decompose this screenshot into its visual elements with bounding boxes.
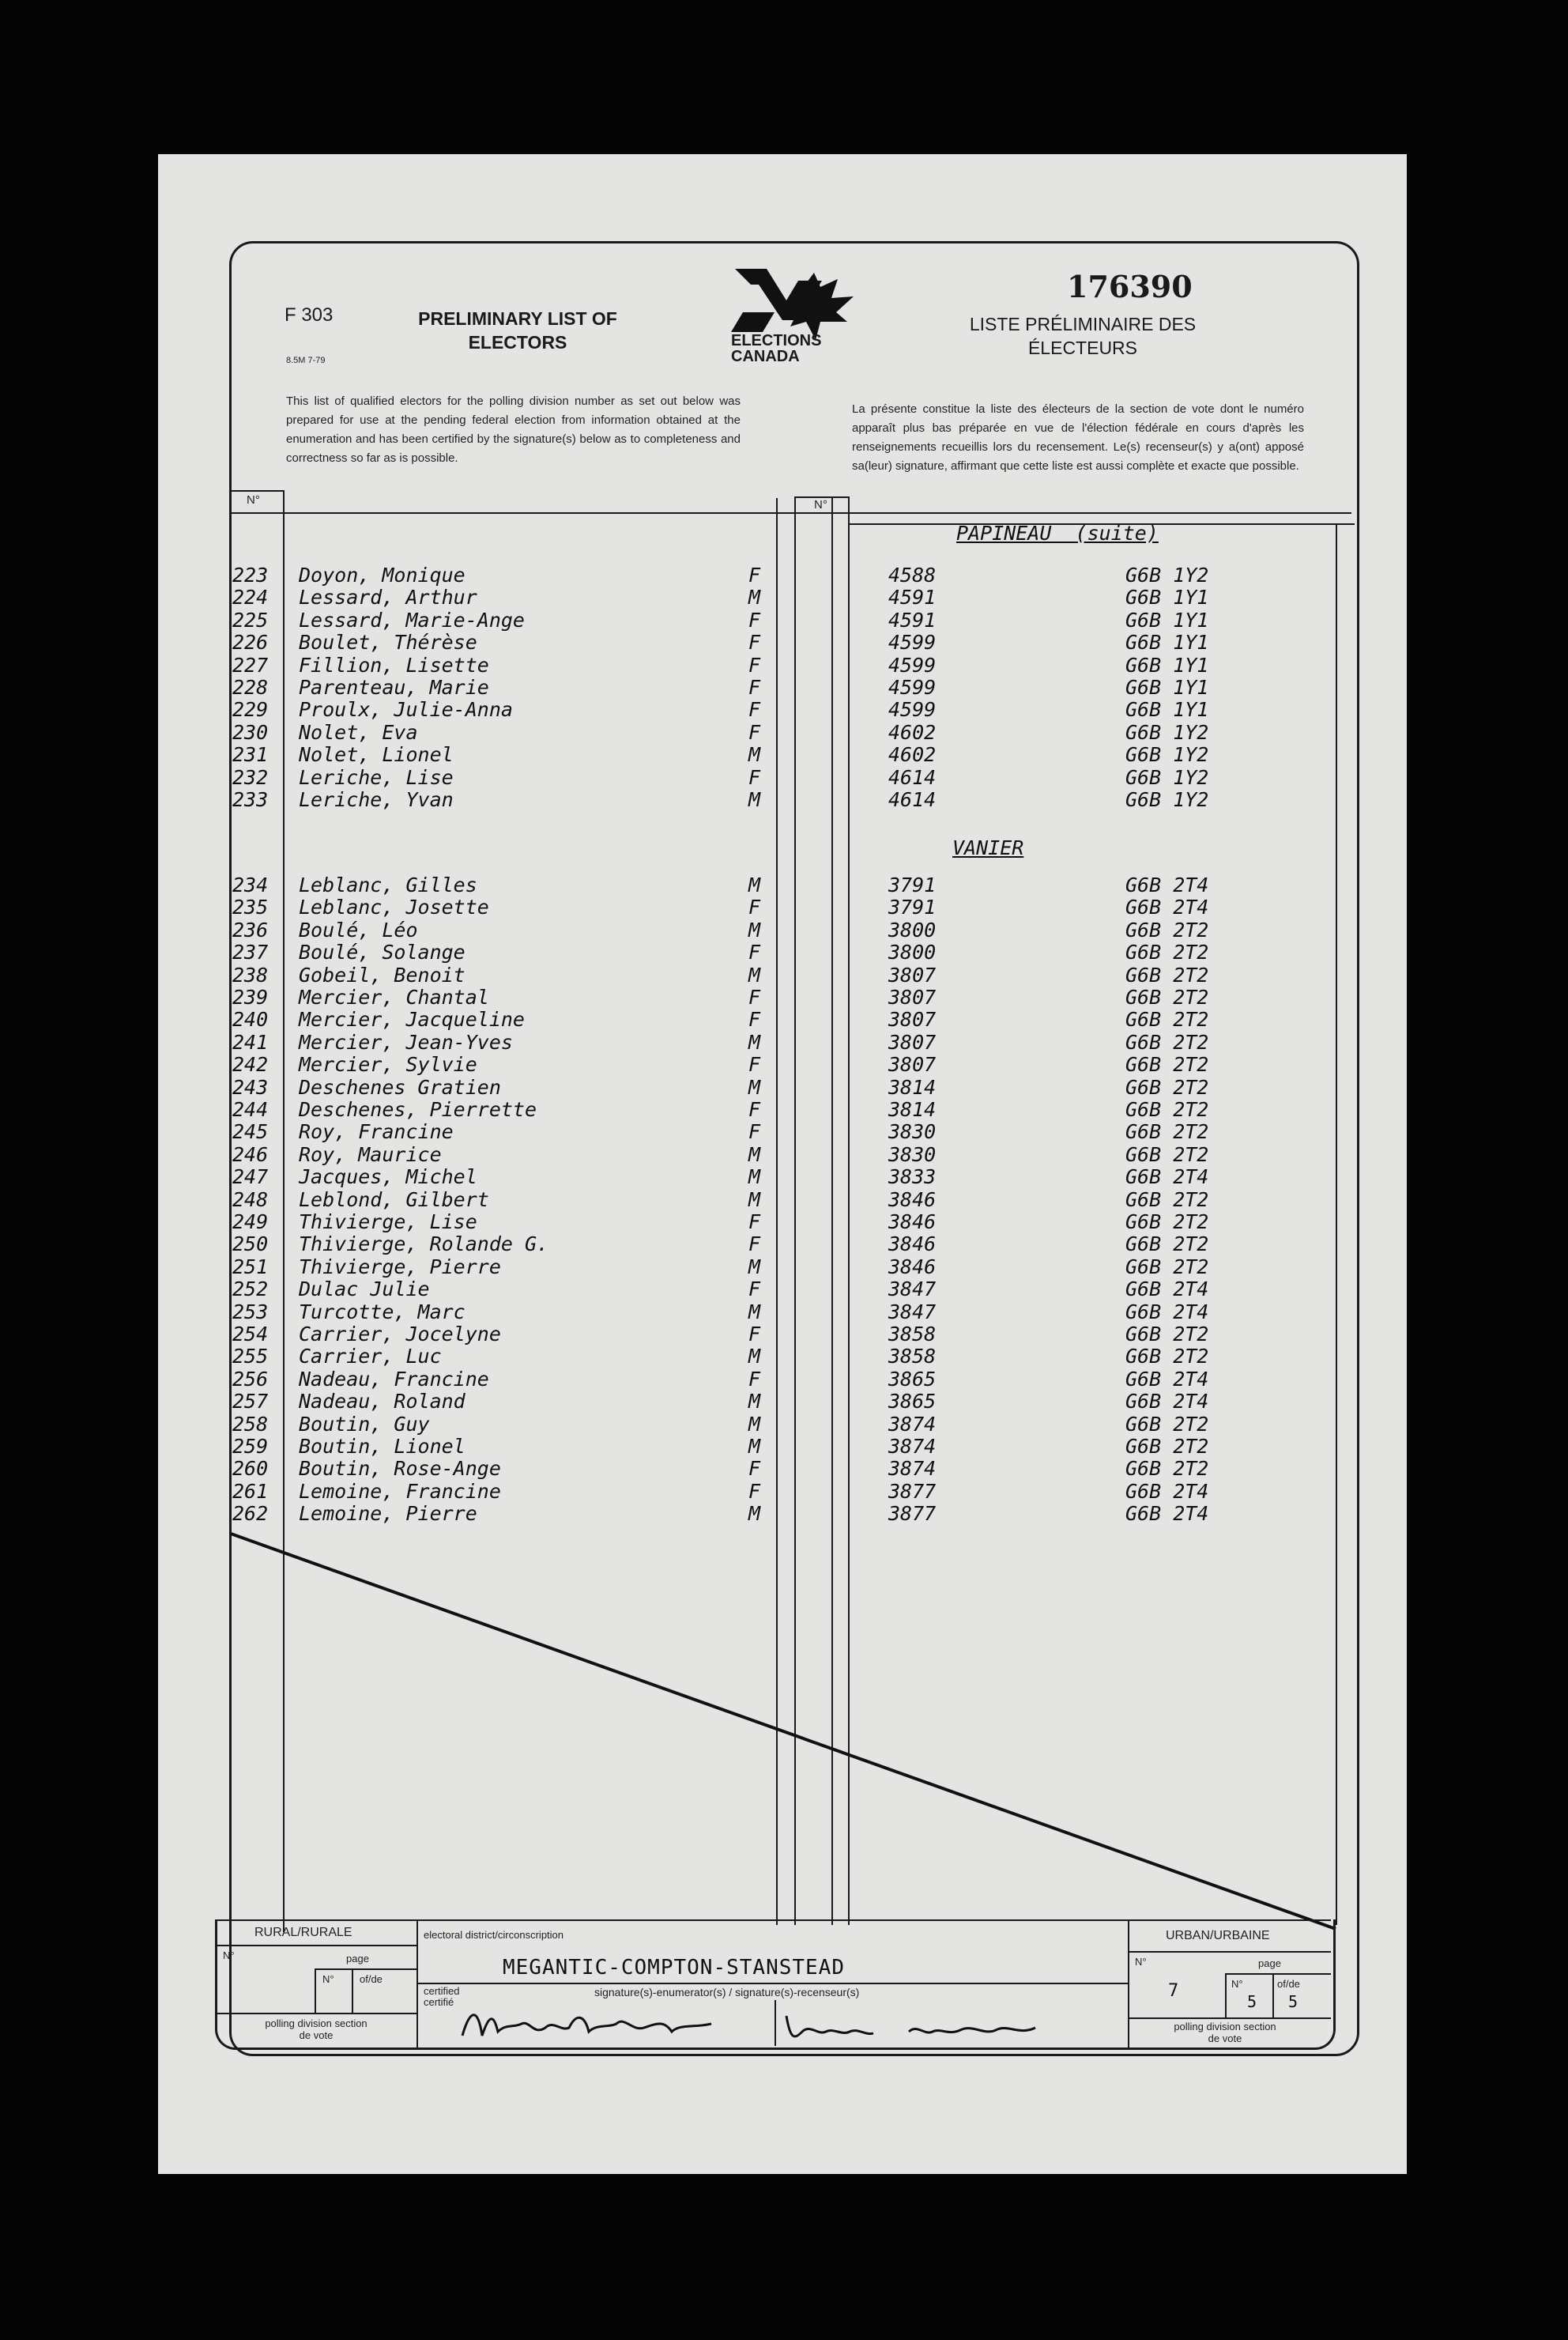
elector-sex: M xyxy=(748,1030,761,1054)
elector-name: Roy, Maurice xyxy=(299,1142,442,1166)
elector-sex: F xyxy=(748,1367,761,1391)
elector-number: 241 xyxy=(232,1030,269,1054)
elector-sex: F xyxy=(748,1053,761,1077)
elector-sex: M xyxy=(748,1142,761,1166)
urban-no2-label: N° xyxy=(1231,1978,1243,1990)
footer-rule xyxy=(1225,1973,1227,2017)
elector-sex: F xyxy=(748,1278,761,1301)
elector-number: 242 xyxy=(232,1053,269,1077)
elector-number: 226 xyxy=(232,631,269,655)
elector-row xyxy=(0,1413,1568,1436)
footer-rule xyxy=(315,1968,416,1970)
title-en: PRELIMINARY LIST OF ELECTORS xyxy=(418,308,617,353)
elector-sex: M xyxy=(748,1075,761,1099)
elector-sex: M xyxy=(748,1255,761,1278)
page-total: 5 xyxy=(1288,1992,1298,2011)
elector-number: 243 xyxy=(232,1075,269,1099)
footer-rule xyxy=(416,1921,418,2048)
postal-code: G6B 2T2 xyxy=(1125,1210,1209,1233)
footer-rule xyxy=(1225,1973,1331,1975)
street-number: 3846 xyxy=(888,1232,937,1256)
rural-polling-label: polling division section de vote xyxy=(265,2017,368,2041)
elector-number: 256 xyxy=(232,1367,269,1391)
elector-name: Roy, Francine xyxy=(299,1120,454,1144)
enumerator-signature-2 xyxy=(782,2000,1051,2051)
street-number: 3807 xyxy=(888,963,937,987)
elector-name: Carrier, Luc xyxy=(299,1345,442,1368)
elector-number: 239 xyxy=(232,986,269,1009)
postal-code: G6B 2T2 xyxy=(1125,918,1209,942)
street-number: 4599 xyxy=(888,698,937,722)
elector-number: 231 xyxy=(232,743,269,767)
elector-row xyxy=(0,1346,1568,1368)
elector-row xyxy=(0,744,1568,766)
elector-sex: M xyxy=(748,1165,761,1189)
rural-label: RURAL/RURALE xyxy=(254,1926,352,1939)
elector-sex: M xyxy=(748,963,761,987)
elector-row xyxy=(0,1436,1568,1458)
elector-name: Deschenes, Pierrette xyxy=(299,1098,537,1121)
postal-code: G6B 1Y1 xyxy=(1125,676,1209,699)
elector-number: 254 xyxy=(232,1323,269,1346)
elector-sex: M xyxy=(748,1435,761,1458)
elector-sex: F xyxy=(748,1008,761,1032)
elector-name: Nolet, Eva xyxy=(299,720,418,744)
street-number: 3800 xyxy=(888,918,937,942)
postal-code: G6B 1Y1 xyxy=(1125,631,1209,655)
postal-code: G6B 1Y2 xyxy=(1125,788,1209,811)
postal-code: G6B 2T2 xyxy=(1125,1187,1209,1211)
elector-row xyxy=(0,1009,1568,1031)
postal-code: G6B 2T2 xyxy=(1125,1008,1209,1032)
rural-no-label: N° xyxy=(223,1949,235,1961)
street-number: 3830 xyxy=(888,1142,937,1166)
elector-sex: F xyxy=(748,720,761,744)
elector-sex: M xyxy=(748,1345,761,1368)
elector-name: Lemoine, Francine xyxy=(299,1479,501,1503)
elector-number: 232 xyxy=(232,765,269,789)
postal-code: G6B 2T4 xyxy=(1125,1165,1209,1189)
elector-name: Lessard, Arthur xyxy=(299,586,477,610)
street-number: 3807 xyxy=(888,1053,937,1077)
elector-number: 234 xyxy=(232,874,269,896)
postal-code: G6B 2T4 xyxy=(1125,1479,1209,1503)
elector-name: Boutin, Lionel xyxy=(299,1435,466,1458)
postal-code: G6B 2T4 xyxy=(1125,896,1209,919)
elector-sex: F xyxy=(748,986,761,1009)
urban-ofde-label: of/de xyxy=(1277,1978,1300,1990)
elector-sex: M xyxy=(748,1502,761,1526)
urban-no-label: N° xyxy=(1135,1956,1147,1968)
elector-sex: M xyxy=(748,1300,761,1323)
elector-row xyxy=(0,587,1568,609)
signature-label: signature(s)-enumerator(s) / signature(s)-recenseur(s) xyxy=(594,1986,860,1998)
elector-sex: F xyxy=(748,564,761,587)
street-number: 3874 xyxy=(888,1412,937,1436)
elector-name: Mercier, Sylvie xyxy=(299,1053,477,1077)
elector-sex: F xyxy=(748,1479,761,1503)
elector-row xyxy=(0,722,1568,744)
urban-polling-number: 7 xyxy=(1168,1981,1179,2001)
elector-row xyxy=(0,1278,1568,1300)
street-number: 3858 xyxy=(888,1323,937,1346)
elector-name: Turcotte, Marc xyxy=(299,1300,466,1323)
elector-row xyxy=(0,677,1568,699)
street-number: 3846 xyxy=(888,1255,937,1278)
elector-sex: M xyxy=(748,874,761,896)
elector-sex: M xyxy=(748,918,761,942)
elector-number: 240 xyxy=(232,1008,269,1032)
elector-number: 248 xyxy=(232,1187,269,1211)
elector-row xyxy=(0,1256,1568,1278)
street-number: 4591 xyxy=(888,608,937,632)
elector-sex: F xyxy=(748,1232,761,1256)
postal-code: G6B 2T2 xyxy=(1125,963,1209,987)
postal-code: G6B 1Y2 xyxy=(1125,743,1209,767)
elector-sex: F xyxy=(748,631,761,655)
elector-row xyxy=(0,874,1568,896)
postal-code: G6B 2T2 xyxy=(1125,1457,1209,1481)
postal-code: G6B 2T2 xyxy=(1125,941,1209,964)
elector-sex: F xyxy=(748,765,761,789)
elector-number: 255 xyxy=(232,1345,269,1368)
urban-label: URBAN/URBAINE xyxy=(1166,1929,1270,1942)
intro-en: This list of qualified electors for the polling division number as set out below was prepared for use at the pending federal election from information obtained at the enumeration and has been certified by the signature(s) below as to completeness and correctness so far as is possible. xyxy=(286,394,741,465)
street-number: 3833 xyxy=(888,1165,937,1189)
postal-code: G6B 2T4 xyxy=(1125,1367,1209,1391)
elector-number: 230 xyxy=(232,720,269,744)
elector-row xyxy=(0,767,1568,789)
elector-name: Nolet, Lionel xyxy=(299,743,454,767)
elector-number: 244 xyxy=(232,1098,269,1121)
footer-rule xyxy=(416,1983,1128,1984)
postal-code: G6B 2T2 xyxy=(1125,1435,1209,1458)
elector-row xyxy=(0,942,1568,964)
elector-number: 257 xyxy=(232,1390,269,1413)
elector-row xyxy=(0,964,1568,987)
elector-row xyxy=(0,699,1568,721)
elector-name: Doyon, Monique xyxy=(299,564,466,587)
elector-number: 229 xyxy=(232,698,269,722)
elector-number: 262 xyxy=(232,1502,269,1526)
elector-sex: F xyxy=(748,676,761,699)
postal-code: G6B 2T2 xyxy=(1125,1345,1209,1368)
postal-code: G6B 2T2 xyxy=(1125,1030,1209,1054)
elector-row xyxy=(0,564,1568,587)
elector-name: Fillion, Lisette xyxy=(299,653,489,677)
elector-number: 235 xyxy=(232,896,269,919)
elector-row xyxy=(0,1301,1568,1323)
rural-ofde-label: of/de xyxy=(360,1973,383,1985)
postal-code: G6B 1Y2 xyxy=(1125,765,1209,789)
postal-code: G6B 2T4 xyxy=(1125,1278,1209,1301)
street-number: 3847 xyxy=(888,1300,937,1323)
elector-name: Carrier, Jocelyne xyxy=(299,1323,501,1346)
urban-page-label: page xyxy=(1258,1957,1281,1969)
elector-name: Gobeil, Benoit xyxy=(299,963,466,987)
elector-name: Boulet, Thérèse xyxy=(299,631,477,655)
postal-code: G6B 2T2 xyxy=(1125,986,1209,1009)
elector-sex: F xyxy=(748,1323,761,1346)
elector-row xyxy=(0,1391,1568,1413)
district-label: electoral district/circonscription xyxy=(424,1929,564,1941)
elector-sex: F xyxy=(748,1210,761,1233)
footer-rule xyxy=(1128,1921,1129,2048)
elector-number: 261 xyxy=(232,1479,269,1503)
elector-row xyxy=(0,1481,1568,1503)
col-no-label: N° xyxy=(247,493,260,507)
elector-row xyxy=(0,1323,1568,1346)
elector-sex: F xyxy=(748,653,761,677)
elector-number: 223 xyxy=(232,564,269,587)
elector-name: Jacques, Michel xyxy=(299,1165,477,1189)
elector-name: Nadeau, Roland xyxy=(299,1390,466,1413)
footer-rule xyxy=(1128,1951,1331,1953)
elector-sex: M xyxy=(748,586,761,610)
elector-name: Proulx, Julie-Anna xyxy=(299,698,513,722)
enumerator-signature-1 xyxy=(458,2000,727,2051)
elector-sex: M xyxy=(748,1390,761,1413)
elector-sex: M xyxy=(748,788,761,811)
postal-code: G6B 2T2 xyxy=(1125,1053,1209,1077)
form-code-sub: 8.5M 7-79 xyxy=(286,356,326,365)
footer-rule xyxy=(352,1968,353,2013)
street-number: 3877 xyxy=(888,1479,937,1503)
postal-code: G6B 2T2 xyxy=(1125,1142,1209,1166)
street-number: 3814 xyxy=(888,1075,937,1099)
postal-code: G6B 2T2 xyxy=(1125,1412,1209,1436)
elector-row xyxy=(0,1503,1568,1525)
elector-sex: F xyxy=(748,608,761,632)
elector-sex: F xyxy=(748,941,761,964)
elector-row xyxy=(0,987,1568,1009)
postal-code: G6B 1Y1 xyxy=(1125,653,1209,677)
elector-row xyxy=(0,1032,1568,1054)
postal-code: G6B 1Y2 xyxy=(1125,564,1209,587)
postal-code: G6B 2T2 xyxy=(1125,1232,1209,1256)
footer-rule xyxy=(775,2000,776,2046)
elector-row xyxy=(0,610,1568,632)
elector-row xyxy=(0,1458,1568,1480)
postal-code: G6B 2T2 xyxy=(1125,1323,1209,1346)
postal-code: G6B 1Y2 xyxy=(1125,720,1209,744)
elector-name: Thivierge, Pierre xyxy=(299,1255,501,1278)
street-heading-vanier: VANIER xyxy=(952,836,1024,859)
elector-name: Nadeau, Francine xyxy=(299,1367,489,1391)
elector-number: 238 xyxy=(232,963,269,987)
street-number: 3877 xyxy=(888,1502,937,1526)
footer-rule xyxy=(1272,1973,1274,2017)
elector-row xyxy=(0,1189,1568,1211)
elector-row xyxy=(0,1077,1568,1099)
elector-number: 252 xyxy=(232,1278,269,1301)
street-number: 3830 xyxy=(888,1120,937,1144)
elector-row xyxy=(0,1144,1568,1166)
postal-code: G6B 2T2 xyxy=(1125,1120,1209,1144)
street-number: 3846 xyxy=(888,1187,937,1211)
elector-name: Deschenes Gratien xyxy=(299,1075,501,1099)
elector-row xyxy=(0,1233,1568,1255)
postal-code: G6B 1Y1 xyxy=(1125,586,1209,610)
urban-polling-label: polling division section de vote xyxy=(1174,2021,1276,2044)
elector-name: Lessard, Marie-Ange xyxy=(299,608,525,632)
elector-number: 246 xyxy=(232,1142,269,1166)
street-number: 3800 xyxy=(888,941,937,964)
street-number: 3865 xyxy=(888,1390,937,1413)
elector-sex: F xyxy=(748,1098,761,1121)
elector-number: 253 xyxy=(232,1300,269,1323)
elector-row xyxy=(0,919,1568,942)
elector-number: 249 xyxy=(232,1210,269,1233)
elector-name: Leriche, Lise xyxy=(299,765,454,789)
postal-code: G6B 2T4 xyxy=(1125,874,1209,896)
street-number: 4599 xyxy=(888,653,937,677)
street-number: 3814 xyxy=(888,1098,937,1121)
elector-name: Parenteau, Marie xyxy=(299,676,489,699)
elector-number: 228 xyxy=(232,676,269,699)
elector-number: 224 xyxy=(232,586,269,610)
elector-sex: M xyxy=(748,743,761,767)
postal-code: G6B 2T2 xyxy=(1125,1098,1209,1121)
elector-row xyxy=(0,1368,1568,1391)
postal-code: G6B 2T4 xyxy=(1125,1502,1209,1526)
postal-code: G6B 2T2 xyxy=(1125,1255,1209,1278)
form-code: F 303 xyxy=(285,304,334,326)
elector-name: Leriche, Yvan xyxy=(299,788,454,811)
street-heading-papineau: PAPINEAU (suite) xyxy=(956,522,1159,545)
elector-name: Thivierge, Rolande G. xyxy=(299,1232,549,1256)
intro-fr: La présente constitue la liste des électeurs de la section de vote dont le numéro apparaît plus bas préparée en vue de l'élection fédérale en cours d'après les renseignements recueillis lors du recensement. Le(s) recenseur(s) y a(ont) apposé sa(leur) signature, affirmant que cette liste est aussi complète et exacte que possible. xyxy=(852,402,1304,473)
postal-code: G6B 1Y1 xyxy=(1125,608,1209,632)
street-number: 3807 xyxy=(888,1030,937,1054)
elector-sex: M xyxy=(748,1412,761,1436)
elector-sex: F xyxy=(748,1457,761,1481)
elector-number: 251 xyxy=(232,1255,269,1278)
footer-rule xyxy=(215,2013,416,2014)
elector-row xyxy=(0,655,1568,677)
elector-row xyxy=(0,896,1568,919)
elector-row xyxy=(0,1166,1568,1188)
elector-row xyxy=(0,1121,1568,1143)
elector-row xyxy=(0,1211,1568,1233)
elector-name: Leblanc, Josette xyxy=(299,896,489,919)
elector-number: 250 xyxy=(232,1232,269,1256)
street-number: 3807 xyxy=(888,986,937,1009)
elector-number: 259 xyxy=(232,1435,269,1458)
title-fr: LISTE PRÉLIMINAIRE DES ÉLECTEURS xyxy=(969,314,1197,358)
elector-name: Boutin, Guy xyxy=(299,1412,430,1436)
street-number: 4602 xyxy=(888,720,937,744)
elector-number: 237 xyxy=(232,941,269,964)
elector-number: 233 xyxy=(232,788,269,811)
elector-number: 247 xyxy=(232,1165,269,1189)
elector-number: 227 xyxy=(232,653,269,677)
street-number: 3791 xyxy=(888,874,937,896)
street-number: 4614 xyxy=(888,765,937,789)
street-number: 3874 xyxy=(888,1457,937,1481)
street-number: 4588 xyxy=(888,564,937,587)
postal-code: G6B 1Y1 xyxy=(1125,698,1209,722)
street-number: 3846 xyxy=(888,1210,937,1233)
elector-number: 245 xyxy=(232,1120,269,1144)
elector-number: 258 xyxy=(232,1412,269,1436)
street-number: 3874 xyxy=(888,1435,937,1458)
elector-name: Thivierge, Lise xyxy=(299,1210,477,1233)
street-number: 4591 xyxy=(888,586,937,610)
postal-code: G6B 2T2 xyxy=(1125,1075,1209,1099)
elector-number: 260 xyxy=(232,1457,269,1481)
elector-name: Mercier, Chantal xyxy=(299,986,489,1009)
page-number: 5 xyxy=(1247,1992,1257,2011)
elector-sex: M xyxy=(748,1187,761,1211)
street-number: 3807 xyxy=(888,1008,937,1032)
elector-name: Lemoine, Pierre xyxy=(299,1502,477,1526)
rural-page-label: page xyxy=(346,1953,369,1964)
footer-rule xyxy=(1128,2017,1331,2019)
elector-name: Boutin, Rose-Ange xyxy=(299,1457,501,1481)
elector-row xyxy=(0,1054,1568,1076)
rural-no2-label: N° xyxy=(322,1973,334,1985)
elector-number: 225 xyxy=(232,608,269,632)
elector-name: Boulé, Solange xyxy=(299,941,466,964)
elector-number: 236 xyxy=(232,918,269,942)
postal-code: G6B 2T4 xyxy=(1125,1300,1209,1323)
street-number: 3791 xyxy=(888,896,937,919)
elector-name: Dulac Julie xyxy=(299,1278,430,1301)
elector-row xyxy=(0,789,1568,811)
footer-rule xyxy=(215,1945,416,1946)
postal-code: G6B 2T4 xyxy=(1125,1390,1209,1413)
serial-number: 176390 xyxy=(1067,269,1193,304)
elector-name: Boulé, Léo xyxy=(299,918,418,942)
elector-sex: F xyxy=(748,896,761,919)
logo-text: ELECTIONS CANADA xyxy=(731,332,822,365)
elector-row xyxy=(0,632,1568,654)
street-number: 4599 xyxy=(888,631,937,655)
elector-sex: F xyxy=(748,698,761,722)
elector-sex: F xyxy=(748,1120,761,1144)
elector-name: Leblanc, Gilles xyxy=(299,874,477,896)
elector-name: Mercier, Jacqueline xyxy=(299,1008,525,1032)
footer-rule xyxy=(315,1968,316,2013)
street-number: 4614 xyxy=(888,788,937,811)
street-number: 3847 xyxy=(888,1278,937,1301)
street-number: 4602 xyxy=(888,743,937,767)
elector-row xyxy=(0,1099,1568,1121)
elector-name: Leblond, Gilbert xyxy=(299,1187,489,1211)
certified-label: certified certifié xyxy=(424,1985,460,2008)
col-no-label-right: N° xyxy=(814,498,827,511)
street-number: 4599 xyxy=(888,676,937,699)
district-name: MEGANTIC-COMPTON-STANSTEAD xyxy=(503,1956,845,1980)
street-number: 3865 xyxy=(888,1367,937,1391)
street-number: 3858 xyxy=(888,1345,937,1368)
elector-name: Mercier, Jean-Yves xyxy=(299,1030,513,1054)
